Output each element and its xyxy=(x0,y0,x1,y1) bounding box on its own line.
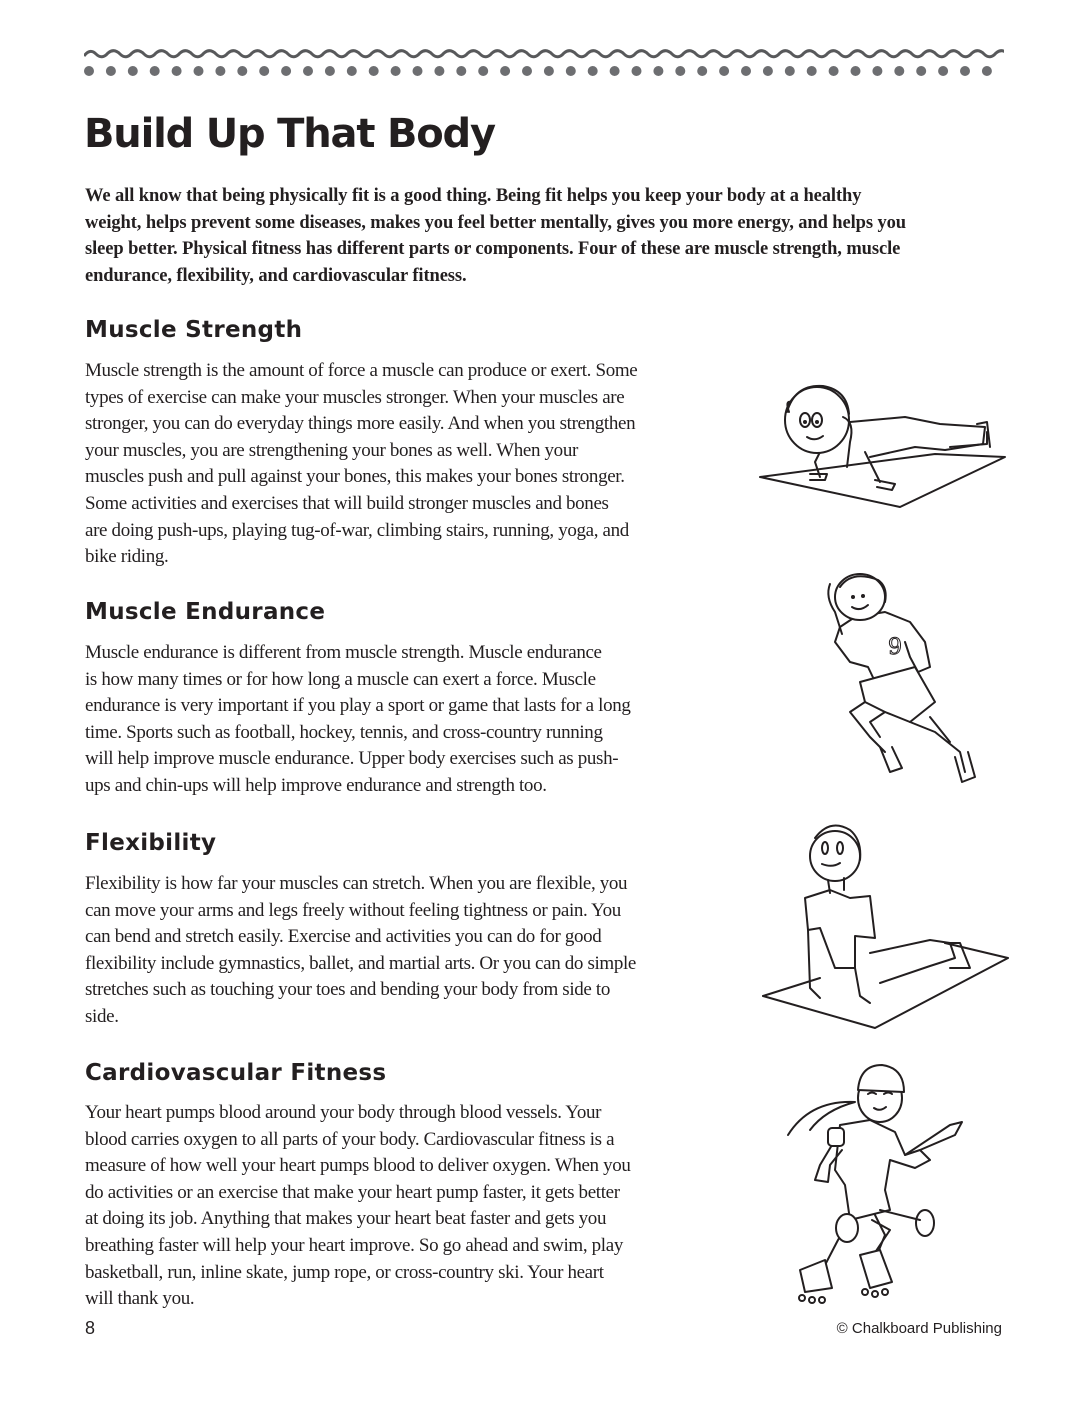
intro-paragraph xyxy=(85,183,1000,289)
body-line: do activities or an exercise that make your heart pump faster, it gets better xyxy=(85,1181,620,1203)
section-heading-muscle-endurance: Muscle Endurance xyxy=(85,599,326,625)
body-line: basketball, run, inline skate, jump rope, or cross-country ski. Your heart xyxy=(85,1261,604,1283)
body-line: types of exercise can make your muscles stronger. When your muscles are xyxy=(85,386,625,408)
section-body-cardiovascular-fitness xyxy=(85,1100,735,1313)
svg-text:9: 9 xyxy=(888,635,902,660)
body-line: muscles push and pull against your bones, this makes your bones stronger. xyxy=(85,466,625,488)
intro-line: We all know that being physically fit is a good thing. Being fit helps you keep your body at a healthy xyxy=(85,186,862,206)
section-body-flexibility xyxy=(85,871,735,1031)
body-line: can move your arms and legs freely without feeling tightness or pain. You xyxy=(85,899,621,921)
section-heading-muscle-strength: Muscle Strength xyxy=(85,317,303,343)
copyright-notice: © Chalkboard Publishing xyxy=(836,1320,1002,1337)
body-line: Muscle endurance is different from muscle strength. Muscle endurance xyxy=(85,642,602,663)
stretching-boy-illustration xyxy=(760,818,1010,1033)
body-line: stretches such as touching your toes and bending your body from side to xyxy=(85,979,610,1001)
inline-skating-girl-illustration xyxy=(780,1060,965,1305)
decorative-dot-border xyxy=(84,64,1004,78)
body-line: Your heart pumps blood around your body through blood vessels. Your xyxy=(85,1102,602,1123)
body-line: ups and chin-ups will help improve endurance and strength too. xyxy=(85,774,547,796)
push-up-girl-illustration xyxy=(755,362,1015,512)
body-line: time. Sports such as football, hockey, tennis, and cross-country running xyxy=(85,721,603,743)
body-line: at doing its job. Anything that makes your heart beat faster and gets you xyxy=(85,1208,607,1230)
body-line: flexibility include gymnastics, ballet, and martial arts. Or you can do simple xyxy=(85,952,637,974)
body-line: your muscles, you are strengthening your bones as well. When your xyxy=(85,439,578,461)
section-heading-flexibility: Flexibility xyxy=(85,830,217,856)
section-body-muscle-endurance xyxy=(85,640,735,800)
running-boy-illustration xyxy=(790,572,990,792)
body-line: stronger, you can do everyday things more easily. And when you strengthen xyxy=(85,413,636,435)
section-heading-cardiovascular-fitness: Cardiovascular Fitness xyxy=(85,1060,387,1086)
body-line: endurance is very important if you play a sport or game that lasts for a long xyxy=(85,695,631,717)
body-line: bike riding. xyxy=(85,546,169,568)
section-body-muscle-strength xyxy=(85,358,735,571)
body-line: are doing push-ups, playing tug-of-war, climbing stairs, running, yoga, and xyxy=(85,519,629,541)
page-title: Build Up That Body xyxy=(84,111,495,157)
body-line: can bend and stretch easily. Exercise and activities you can do for good xyxy=(85,926,602,948)
body-line: breathing faster will help your heart improve. So go ahead and swim, play xyxy=(85,1234,623,1256)
decorative-wave-border xyxy=(84,46,1004,62)
intro-line: sleep better. Physical fitness has different parts or components. Four of these are muscle strength, muscle xyxy=(85,239,901,260)
body-line: Muscle strength is the amount of force a muscle can produce or exert. Some xyxy=(85,360,638,381)
intro-line: endurance, flexibility, and cardiovascular fitness. xyxy=(85,265,467,286)
body-line: will thank you. xyxy=(85,1288,195,1310)
body-line: will help improve muscle endurance. Upper body exercises such as push- xyxy=(85,748,619,770)
body-line: side. xyxy=(85,1005,119,1027)
body-line: is how many times or for how long a muscle can exert a force. Muscle xyxy=(85,668,596,690)
intro-line: weight, helps prevent some diseases, makes you feel better mentally, gives you more energy, and helps you xyxy=(85,212,906,233)
body-line: Flexibility is how far your muscles can stretch. When you are flexible, you xyxy=(85,873,628,894)
body-line: blood carries oxygen to all parts of your body. Cardiovascular fitness is a xyxy=(85,1128,615,1150)
body-line: Some activities and exercises that will build stronger muscles and bones xyxy=(85,492,609,514)
page-number: 8 xyxy=(85,1318,96,1338)
body-line: measure of how well your heart pumps blood to deliver oxygen. When you xyxy=(85,1155,631,1177)
